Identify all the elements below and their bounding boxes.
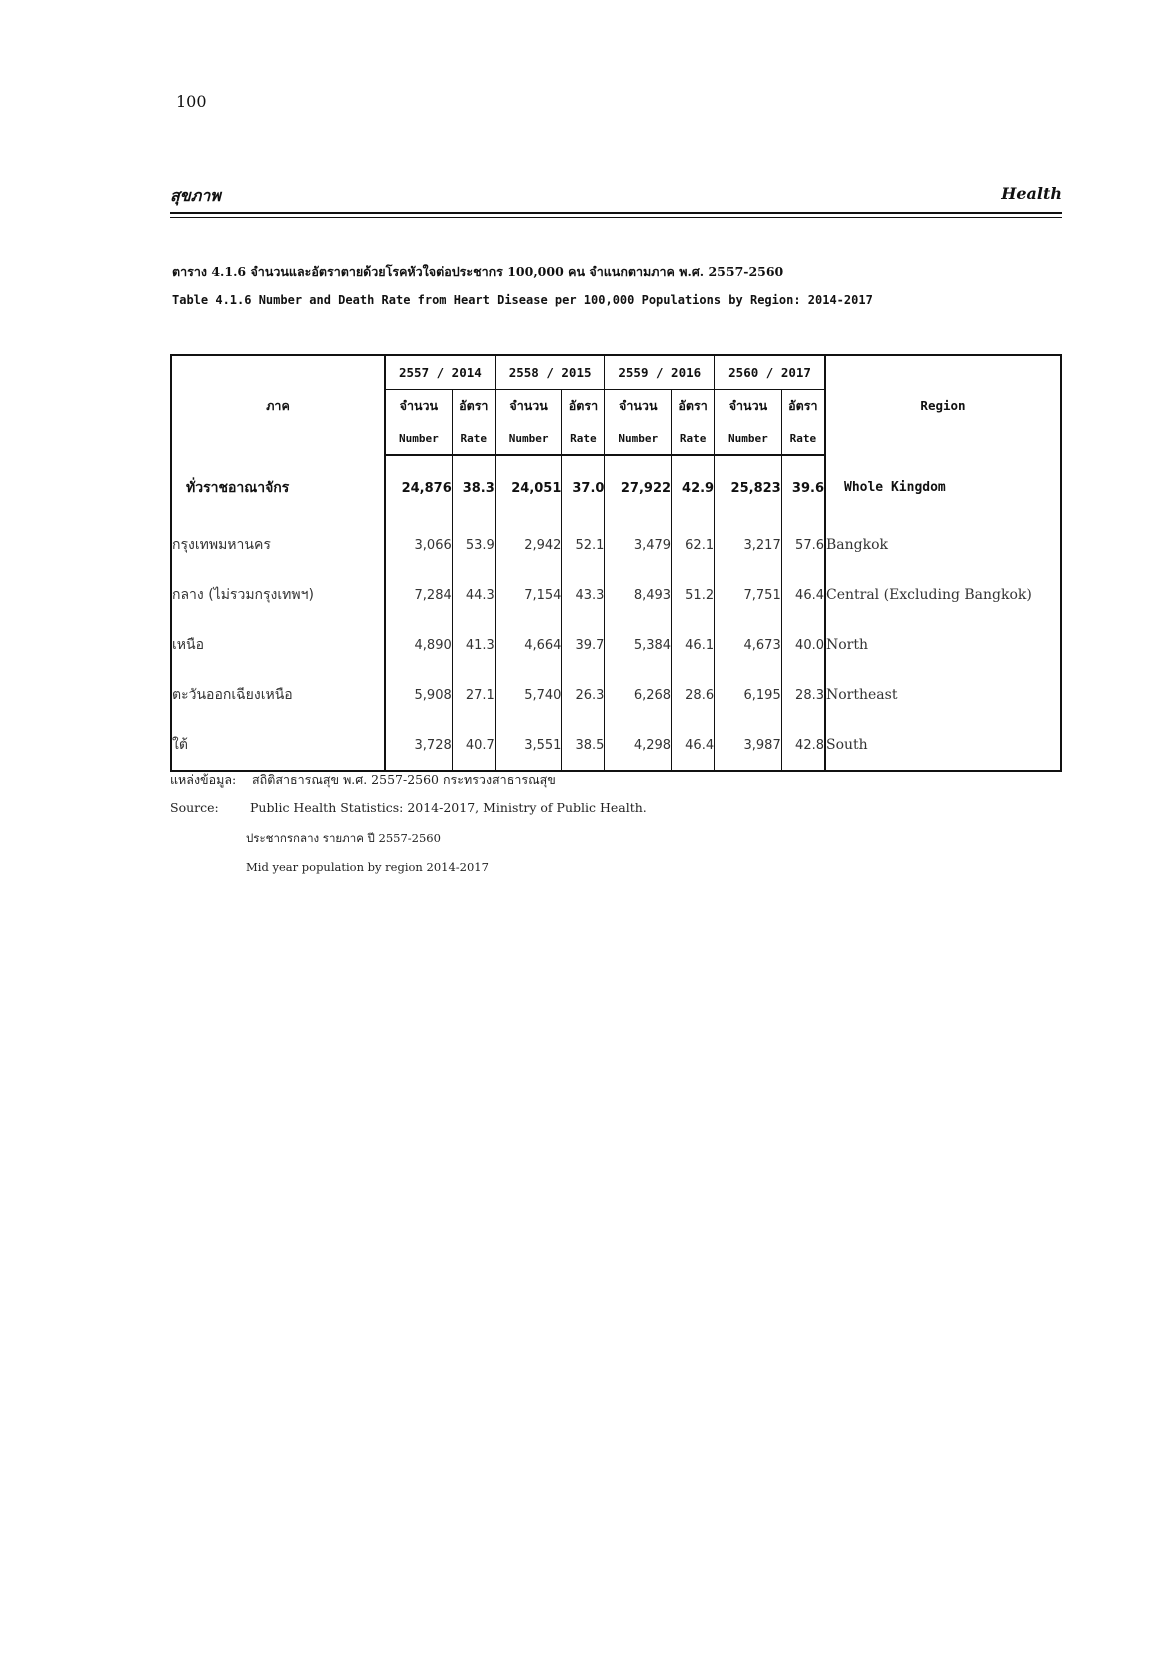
population-note-th: ประชากรกลาง รายภาค ปี 2557-2560: [246, 831, 441, 845]
number-cell: 2,942: [495, 520, 562, 570]
number-cell: 3,066: [385, 520, 452, 570]
rate-en-header: Rate: [562, 422, 605, 455]
table-row: [171, 670, 1061, 720]
rate-cell: 46.1: [672, 620, 715, 670]
rate-cell: 46.4: [672, 720, 715, 771]
number-th-header: จำนวน: [605, 390, 672, 423]
number-th-header: จำนวน: [495, 390, 562, 423]
rate-cell: 52.1: [562, 520, 605, 570]
rate-cell: 51.2: [672, 570, 715, 620]
number-en-header: Number: [715, 422, 782, 455]
region-name-th: ตะวันออกเฉียงเหนือ: [171, 670, 385, 720]
rate-cell: 62.1: [672, 520, 715, 570]
number-cell: 27,922: [605, 455, 672, 520]
rate-th-header: อัตรา: [452, 390, 495, 423]
year-header: 2558 / 2015: [495, 355, 605, 390]
region-th-header: ภาค: [171, 355, 385, 455]
rate-en-header: Rate: [452, 422, 495, 455]
number-cell: 3,217: [715, 520, 782, 570]
rate-cell: 26.3: [562, 670, 605, 720]
rate-cell: 46.4: [795, 587, 824, 603]
source-text-th: สถิติสาธารณสุข พ.ศ. 2557-2560 กระทรวงสาธารณสุข: [252, 772, 556, 787]
number-en-header: Number: [495, 422, 562, 455]
number-cell: 24,876: [385, 455, 452, 520]
number-cell: 7,284: [385, 570, 452, 620]
year-header: 2560 / 2017: [715, 355, 825, 390]
section-title-en: Health: [1001, 184, 1062, 203]
number-th-header: จำนวน: [715, 390, 782, 423]
number-cell: 3,551: [495, 720, 562, 771]
region-name-th: กลาง (ไม่รวมกรุงเทพฯ): [171, 570, 385, 620]
rate-th-header: อัตรา: [788, 398, 818, 413]
table-row: [171, 620, 1061, 670]
region-name-en: Northeast: [825, 670, 1061, 720]
population-note-en: Mid year population by region 2014-2017: [246, 860, 489, 874]
table-row: [171, 455, 1061, 520]
header-divider: [170, 212, 1062, 218]
rate-en-header: Rate: [781, 422, 825, 455]
number-cell: 8,493: [605, 570, 672, 620]
year-header: 2559 / 2016: [605, 355, 715, 390]
number-cell: 3,987: [715, 720, 782, 771]
number-en-header: Number: [385, 422, 452, 455]
table-row: [171, 720, 1061, 771]
rate-cell: 40.7: [452, 720, 495, 771]
rate-th-header: อัตรา: [562, 390, 605, 423]
source-label-th: แหล่งข้อมูล:: [170, 772, 237, 787]
table-caption-th: ตาราง 4.1.6 จำนวนและอัตราตายด้วยโรคหัวใจต่อประชากร 100,000 คน จำแนกตามภาค พ.ศ. 2557-2560: [172, 264, 784, 279]
table-caption-en: Table 4.1.6 Number and Death Rate from Heart Disease per 100,000 Populations by Region: 2014-2017: [172, 293, 873, 307]
rate-cell: 43.3: [562, 570, 605, 620]
rate-cell: 28.3: [795, 687, 824, 703]
rate-cell: 41.3: [452, 620, 495, 670]
number-cell: 4,673: [715, 620, 782, 670]
rate-cell: 38.5: [562, 720, 605, 771]
rate-cell: 37.0: [562, 455, 605, 520]
number-th-header: จำนวน: [385, 390, 452, 423]
year-header: 2557 / 2014: [385, 355, 495, 390]
number-cell: 5,740: [495, 670, 562, 720]
rate-cell: 39.7: [562, 620, 605, 670]
number-cell: 6,268: [605, 670, 672, 720]
table-row: [171, 570, 1061, 620]
number-cell: 5,908: [385, 670, 452, 720]
region-name-en: Central (Excluding Bangkok): [825, 570, 1061, 620]
number-cell: 6,195: [715, 670, 782, 720]
rate-cell: 53.9: [452, 520, 495, 570]
number-cell: 5,384: [605, 620, 672, 670]
number-cell: 4,298: [605, 720, 672, 771]
source-label-en: Source:: [170, 800, 219, 815]
table-row: [171, 520, 1061, 570]
rate-cell: 28.6: [672, 670, 715, 720]
region-name-en: North: [825, 620, 1061, 670]
source-text-en: Public Health Statistics: 2014-2017, Ministry of Public Health.: [250, 800, 647, 815]
rate-cell: 57.6: [795, 537, 824, 553]
region-name-en: Bangkok: [825, 520, 1061, 570]
page-number: 100: [176, 92, 207, 111]
heart-disease-table: [170, 354, 1062, 772]
rate-en-header: Rate: [672, 422, 715, 455]
number-cell: 25,823: [715, 455, 782, 520]
number-cell: 4,890: [385, 620, 452, 670]
section-title-th: สุขภาพ: [170, 186, 221, 205]
rate-cell: 38.3: [452, 455, 495, 520]
number-cell: 3,728: [385, 720, 452, 771]
region-name-en: Whole Kingdom: [825, 455, 1061, 520]
number-cell: 4,664: [495, 620, 562, 670]
rate-cell: 44.3: [452, 570, 495, 620]
region-name-th: ทั่วราชอาณาจักร: [171, 455, 385, 520]
rate-cell: 27.1: [452, 670, 495, 720]
rate-cell: 40.0: [795, 637, 824, 653]
region-name-th: เหนือ: [171, 620, 385, 670]
region-en-header: Region: [825, 355, 1061, 455]
region-name-th: กรุงเทพมหานคร: [171, 520, 385, 570]
rate-cell: 42.8: [795, 737, 824, 753]
region-name-th: ใต้: [171, 720, 385, 771]
number-en-header: Number: [605, 422, 672, 455]
number-cell: 7,751: [715, 570, 782, 620]
rate-cell: 42.9: [672, 455, 715, 520]
number-cell: 3,479: [605, 520, 672, 570]
rate-th-header: อัตรา: [672, 390, 715, 423]
region-name-en: South: [825, 720, 1061, 771]
number-cell: 7,154: [495, 570, 562, 620]
number-cell: 24,051: [495, 455, 562, 520]
rate-cell: 39.6: [791, 480, 824, 496]
